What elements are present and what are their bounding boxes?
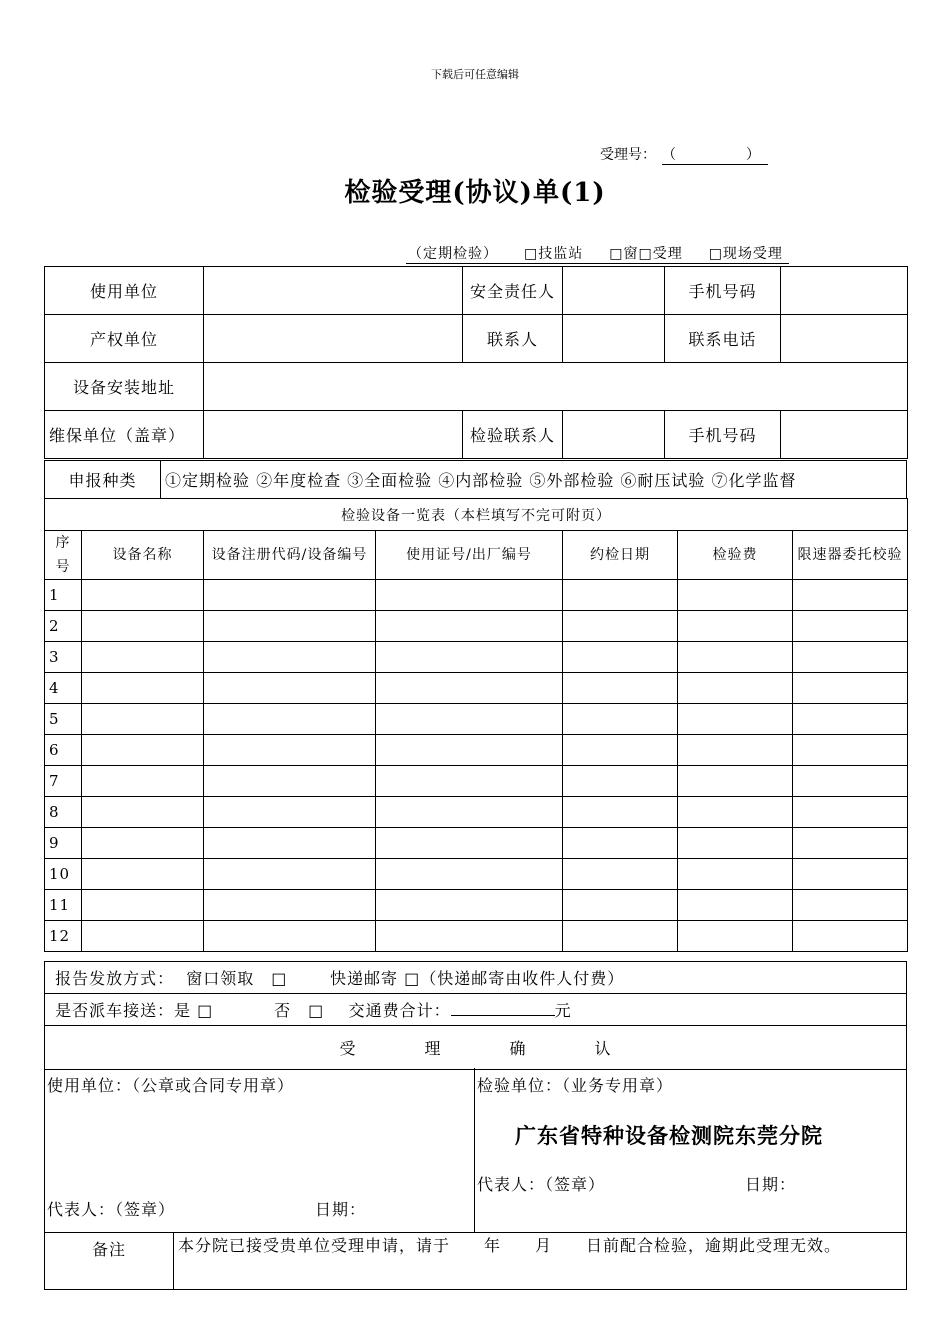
car-yes-checkbox[interactable]: 是否派车接送：是 □ [55, 1001, 214, 1020]
acceptance-confirm-heading: 受 理 确 认 [45, 1026, 907, 1070]
acceptance-number [600, 144, 768, 165]
report-type-table [44, 460, 907, 499]
report-delivery-row [45, 962, 907, 994]
cell-input[interactable] [376, 921, 563, 952]
date-right[interactable]: 日期： [745, 1175, 797, 1194]
cell-input[interactable] [678, 797, 793, 828]
owner-unit-label: 产权单位 [45, 315, 204, 363]
cell-input[interactable] [678, 735, 793, 766]
mode-station-checkbox[interactable]: □技监站 [524, 246, 584, 262]
cell-input[interactable] [793, 704, 908, 735]
cell-input[interactable] [82, 890, 204, 921]
table-row [45, 642, 908, 673]
cell-input[interactable] [376, 859, 563, 890]
equipment-table [44, 498, 908, 952]
table-row [45, 611, 908, 642]
header-note: 下载后可任意编辑 [431, 68, 519, 81]
cell-input[interactable] [563, 859, 678, 890]
cell-input[interactable] [793, 642, 908, 673]
row-index: 4 [45, 673, 82, 704]
mobile-label-2: 手机号码 [665, 411, 781, 459]
cell-input[interactable] [82, 921, 204, 952]
date-left[interactable]: 日期： [315, 1200, 367, 1219]
cell-input[interactable] [678, 890, 793, 921]
row-index: 7 [45, 766, 82, 797]
cell-input[interactable] [678, 611, 793, 642]
cell-input[interactable] [793, 580, 908, 611]
col-header-fee: 检验费 [678, 531, 793, 580]
row-index: 6 [45, 735, 82, 766]
representative-right[interactable]: 代表人：（签章） [477, 1175, 606, 1194]
cell-input[interactable] [678, 766, 793, 797]
cell-input[interactable] [82, 797, 204, 828]
contact-field[interactable] [563, 315, 665, 363]
cell-input[interactable] [82, 704, 204, 735]
cell-input[interactable] [376, 766, 563, 797]
table-row [45, 890, 908, 921]
delivery-table [44, 961, 907, 1070]
transport-fee-unit: 元 [554, 1001, 572, 1020]
col-header-reg-code: 设备注册代码/设备编号 [204, 531, 376, 580]
car-pickup-row [45, 994, 907, 1026]
equipment-caption: 检验设备一览表（本栏填写不完可附页） [45, 499, 908, 531]
row-index: 5 [45, 704, 82, 735]
cell-input[interactable] [204, 642, 376, 673]
contact-label: 联系人 [463, 315, 563, 363]
cell-input[interactable] [204, 766, 376, 797]
inspection-contact-label: 检验联系人 [463, 411, 563, 459]
cell-input[interactable] [793, 859, 908, 890]
table-row [45, 735, 908, 766]
mobile-label-1: 手机号码 [665, 267, 781, 315]
cell-input[interactable] [82, 673, 204, 704]
cell-input[interactable] [82, 642, 204, 673]
user-unit-seal-label: 使用单位：（公章或合同专用章） [47, 1076, 295, 1095]
row-index: 1 [45, 580, 82, 611]
table-row [45, 673, 908, 704]
row-index: 11 [45, 890, 82, 921]
cell-input[interactable] [204, 921, 376, 952]
cell-input[interactable] [376, 704, 563, 735]
cell-input[interactable] [793, 921, 908, 952]
cell-input[interactable] [678, 580, 793, 611]
signature-section [44, 1068, 907, 1233]
cell-input[interactable] [563, 704, 678, 735]
cell-input[interactable] [82, 735, 204, 766]
cell-input[interactable] [82, 828, 204, 859]
table-row [45, 859, 908, 890]
cell-input[interactable] [563, 797, 678, 828]
cell-input[interactable] [563, 828, 678, 859]
inspection-modes [406, 243, 789, 264]
report-type-label: 申报种类 [45, 461, 161, 499]
contact-phone-label: 联系电话 [665, 315, 781, 363]
col-header-date: 约检日期 [563, 531, 678, 580]
transport-fee-label: 交通费合计： [348, 1001, 451, 1020]
remarks-text: 本分院已接受贵单位受理申请，请于 年 月 日前配合检验，逾期此受理无效。 [174, 1233, 907, 1290]
table-row [45, 921, 908, 952]
cell-input[interactable] [82, 580, 204, 611]
safety-officer-field[interactable] [563, 267, 665, 315]
row-index: 12 [45, 921, 82, 952]
cell-input[interactable] [678, 859, 793, 890]
signature-divider [474, 1068, 475, 1232]
col-header-seq: 序号 [45, 531, 82, 580]
cell-input[interactable] [793, 828, 908, 859]
cell-input[interactable] [376, 890, 563, 921]
user-unit-label: 使用单位 [45, 267, 204, 315]
cell-input[interactable] [376, 611, 563, 642]
row-index: 3 [45, 642, 82, 673]
table-row [45, 797, 908, 828]
cell-input[interactable] [376, 642, 563, 673]
cell-input[interactable] [563, 766, 678, 797]
cell-input[interactable] [204, 859, 376, 890]
cell-input[interactable] [563, 611, 678, 642]
basic-info-table [44, 266, 908, 459]
mobile-field-1[interactable] [781, 267, 908, 315]
install-address-field[interactable] [204, 363, 908, 411]
cell-input[interactable] [204, 828, 376, 859]
cell-input[interactable] [563, 642, 678, 673]
maintenance-unit-label: 维保单位（盖章） [45, 411, 204, 459]
cell-input[interactable] [678, 642, 793, 673]
mobile-field-2[interactable] [781, 411, 908, 459]
cell-input[interactable] [563, 921, 678, 952]
representative-left[interactable]: 代表人：（签章） [47, 1200, 176, 1219]
cell-input[interactable] [563, 890, 678, 921]
cell-input[interactable] [793, 766, 908, 797]
page-title: 检验受理(协议)单(1) [344, 178, 606, 208]
maintenance-unit-field[interactable] [204, 411, 463, 459]
mode-window-checkbox[interactable]: □窗□受理 [609, 246, 683, 262]
cell-input[interactable] [563, 735, 678, 766]
cell-input[interactable] [376, 797, 563, 828]
cell-input[interactable] [376, 673, 563, 704]
table-row [45, 766, 908, 797]
car-no-checkbox[interactable]: 否 □ [274, 1001, 325, 1020]
cell-input[interactable] [376, 735, 563, 766]
window-pickup-checkbox[interactable]: 窗口领取 □ [186, 969, 288, 988]
inspection-contact-field[interactable] [563, 411, 665, 459]
cell-input[interactable] [678, 673, 793, 704]
table-row [45, 704, 908, 735]
row-index: 10 [45, 859, 82, 890]
inspection-unit-seal-label: 检验单位：（业务专用章） [477, 1076, 674, 1095]
transport-fee-field[interactable] [451, 1015, 555, 1016]
report-delivery-label: 报告发放方式： [55, 969, 175, 988]
row-index: 2 [45, 611, 82, 642]
acceptance-number-field[interactable]: （ ） [662, 144, 768, 165]
acceptance-number-label: 受理号： [600, 147, 656, 163]
cell-input[interactable] [793, 797, 908, 828]
cell-input[interactable] [204, 704, 376, 735]
cell-input[interactable] [204, 611, 376, 642]
col-header-cert-no: 使用证号/出厂编号 [376, 531, 563, 580]
cell-input[interactable] [204, 735, 376, 766]
mode-periodic: （定期检验） [408, 246, 498, 262]
cell-input[interactable] [793, 735, 908, 766]
cell-input[interactable] [563, 580, 678, 611]
owner-unit-field[interactable] [204, 315, 463, 363]
cell-input[interactable] [376, 828, 563, 859]
table-row [45, 580, 908, 611]
cell-input[interactable] [793, 890, 908, 921]
remarks-label: 备注 [45, 1233, 174, 1290]
row-index: 8 [45, 797, 82, 828]
cell-input[interactable] [793, 673, 908, 704]
remarks-table [44, 1232, 907, 1290]
mode-onsite-checkbox[interactable]: □现场受理 [708, 246, 783, 262]
table-row [45, 828, 908, 859]
install-address-label: 设备安装地址 [45, 363, 204, 411]
cell-input[interactable] [678, 704, 793, 735]
cell-input[interactable] [204, 797, 376, 828]
col-header-name: 设备名称 [82, 531, 204, 580]
cell-input[interactable] [793, 611, 908, 642]
user-unit-field[interactable] [204, 267, 463, 315]
cell-input[interactable] [82, 611, 204, 642]
cell-input[interactable] [563, 673, 678, 704]
cell-input[interactable] [82, 766, 204, 797]
cell-input[interactable] [82, 859, 204, 890]
cell-input[interactable] [678, 828, 793, 859]
cell-input[interactable] [678, 921, 793, 952]
contact-phone-field[interactable] [781, 315, 908, 363]
cell-input[interactable] [204, 890, 376, 921]
cell-input[interactable] [376, 580, 563, 611]
report-type-options[interactable]: ①定期检验 ②年度检查 ③全面检验 ④内部检验 ⑤外部检验 ⑥耐压试验 ⑦化学监督 [161, 461, 907, 499]
institution-name: 广东省特种设备检测院东莞分院 [515, 1123, 823, 1148]
cell-input[interactable] [204, 580, 376, 611]
row-index: 9 [45, 828, 82, 859]
express-checkbox[interactable]: 快递邮寄 □（快递邮寄由收件人付费） [330, 969, 625, 988]
col-header-governor: 限速器委托校验 [793, 531, 908, 580]
cell-input[interactable] [204, 673, 376, 704]
safety-officer-label: 安全责任人 [463, 267, 563, 315]
